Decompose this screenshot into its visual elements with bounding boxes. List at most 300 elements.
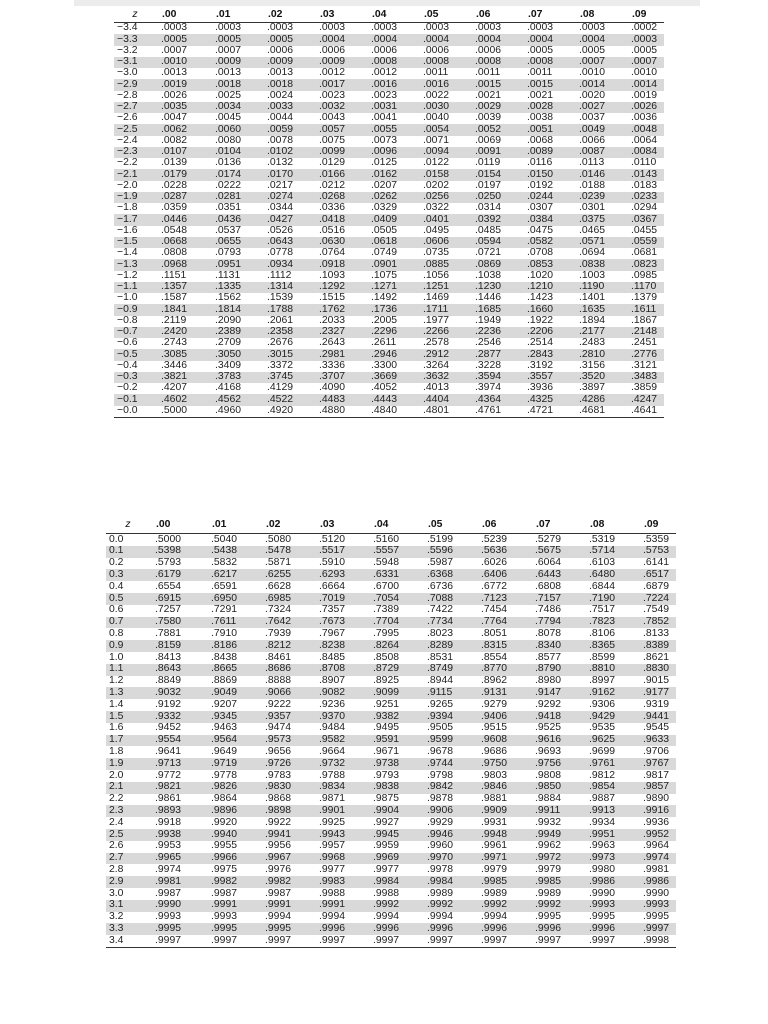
probability-cell: .9968 xyxy=(314,853,368,865)
probability-cell: .0017 xyxy=(314,79,366,90)
probability-cell: .0005 xyxy=(631,44,658,56)
z-value-cell: 0.4 xyxy=(109,580,124,592)
probability-cell: .9599 xyxy=(422,735,476,747)
probability-cell: .3859 xyxy=(631,382,658,394)
probability-cell: .0011 xyxy=(475,67,501,79)
z-value-cell: −1.3 xyxy=(114,259,156,270)
decimal-column-header: .07 xyxy=(522,8,574,23)
probability-cell: .9995 xyxy=(206,923,260,935)
probability-cell: .0039 xyxy=(475,112,502,124)
probability-cell: .8770 xyxy=(476,664,530,676)
probability-cell: .0853 xyxy=(522,259,574,270)
probability-cell: .2810 xyxy=(574,349,626,360)
probability-cell: .0143 xyxy=(626,169,664,180)
table-row xyxy=(106,546,676,558)
decimal-column-header: .05 xyxy=(418,8,470,23)
probability-cell: .5319 xyxy=(589,533,616,545)
probability-cell: .1492 xyxy=(371,292,398,304)
table-row xyxy=(106,558,676,570)
probability-cell: .9738 xyxy=(368,758,422,770)
table-row xyxy=(114,394,664,405)
z-value-cell: 2.9 xyxy=(106,876,150,888)
probability-cell: .3783 xyxy=(210,372,262,383)
probability-cell: .1922 xyxy=(527,314,554,326)
probability-cell: .9881 xyxy=(481,793,508,805)
probability-cell: .8980 xyxy=(535,675,562,687)
probability-cell: .9993 xyxy=(211,911,238,923)
probability-cell: .6628 xyxy=(265,580,292,592)
probability-cell: .7422 xyxy=(427,604,454,616)
table-row xyxy=(106,794,676,806)
probability-cell: .0032 xyxy=(314,102,366,113)
probability-cell: .9997 xyxy=(535,934,562,946)
probability-cell: .9887 xyxy=(589,793,616,805)
probability-cell: .0104 xyxy=(210,147,262,158)
probability-cell: .3745 xyxy=(262,372,314,383)
probability-cell: .9983 xyxy=(314,876,368,888)
probability-cell: .9345 xyxy=(206,711,260,723)
probability-cell: .9972 xyxy=(530,853,584,865)
probability-cell: .1587 xyxy=(161,292,188,304)
probability-cell: .9925 xyxy=(319,816,346,828)
probability-cell: .0885 xyxy=(418,259,470,270)
z-value-cell: −0.2 xyxy=(117,382,138,394)
probability-cell: .8907 xyxy=(319,675,346,687)
table-row xyxy=(106,711,676,723)
probability-cell: .7823 xyxy=(584,617,638,629)
probability-cell: .4129 xyxy=(267,382,294,394)
probability-cell: .9970 xyxy=(422,853,476,865)
z-value-cell: −2.7 xyxy=(114,102,156,113)
probability-cell: .1251 xyxy=(418,282,470,293)
probability-cell: .9616 xyxy=(530,735,584,747)
probability-cell: .0099 xyxy=(314,147,366,158)
probability-cell: .2877 xyxy=(470,349,522,360)
probability-cell: .0239 xyxy=(574,192,626,203)
probability-cell: .0010 xyxy=(631,67,658,79)
probability-cell: .0073 xyxy=(371,134,398,146)
probability-cell: .5000 xyxy=(161,404,188,416)
probability-cell: .9990 xyxy=(150,900,206,912)
probability-cell: .9992 xyxy=(530,900,584,912)
decimal-column-header: .04 xyxy=(366,8,418,23)
probability-cell: .0329 xyxy=(371,202,398,214)
table-row xyxy=(114,79,664,90)
probability-cell: .0068 xyxy=(527,134,554,146)
probability-cell: .9394 xyxy=(422,711,476,723)
probability-cell: .2358 xyxy=(262,327,314,338)
probability-cell: .8078 xyxy=(535,628,562,640)
z-value-cell: 1.1 xyxy=(106,664,150,676)
z-value-cell: −1.1 xyxy=(114,282,156,293)
probability-cell: .4247 xyxy=(626,394,664,405)
probability-cell: .0559 xyxy=(626,237,664,248)
probability-cell: .9693 xyxy=(535,746,562,758)
probability-cell: .9871 xyxy=(319,793,346,805)
probability-cell: .0006 xyxy=(319,44,346,56)
probability-cell: .8749 xyxy=(422,664,476,676)
probability-cell: .8577 xyxy=(535,651,562,663)
probability-cell: .0455 xyxy=(631,224,658,236)
z-value-cell: 1.8 xyxy=(109,746,124,758)
probability-cell: .9980 xyxy=(589,864,616,875)
table-row xyxy=(114,57,664,68)
probability-cell: .0008 xyxy=(470,57,522,68)
probability-cell: .9633 xyxy=(638,735,676,747)
probability-cell: .7764 xyxy=(476,617,530,629)
probability-cell: .1210 xyxy=(522,282,574,293)
probability-cell: .0401 xyxy=(418,214,470,225)
probability-cell: .2546 xyxy=(475,337,502,349)
decimal-column-header: .00 xyxy=(156,8,210,23)
probability-cell: .9861 xyxy=(155,793,182,805)
probability-cell: .9951 xyxy=(584,829,638,841)
probability-cell: .0084 xyxy=(626,147,664,158)
probability-cell: .9864 xyxy=(211,793,238,805)
probability-cell: .4364 xyxy=(470,394,522,405)
probability-cell: .9744 xyxy=(422,758,476,770)
probability-cell: .6480 xyxy=(584,569,638,581)
probability-cell: .0004 xyxy=(470,34,522,45)
probability-cell: .9994 xyxy=(481,911,508,923)
probability-cell: .4483 xyxy=(314,394,366,405)
probability-cell: .9913 xyxy=(584,805,638,817)
probability-cell: .0222 xyxy=(215,179,242,191)
probability-cell: .9319 xyxy=(643,698,670,710)
probability-cell: .9713 xyxy=(150,758,206,770)
probability-cell: .0918 xyxy=(314,259,366,270)
probability-cell: .9177 xyxy=(638,687,676,699)
table-row xyxy=(114,34,664,45)
probability-cell: .8186 xyxy=(206,640,260,652)
table-row xyxy=(106,853,676,865)
probability-cell: .8849 xyxy=(155,675,182,687)
probability-cell: .2005 xyxy=(371,314,398,326)
probability-cell: .0035 xyxy=(156,102,210,113)
probability-cell: .9761 xyxy=(584,758,638,770)
probability-cell: .0582 xyxy=(522,237,574,248)
probability-cell: .9981 xyxy=(150,876,206,888)
probability-cell: .7939 xyxy=(265,628,292,640)
probability-cell: .0021 xyxy=(527,89,554,101)
probability-cell: .9990 xyxy=(643,887,670,899)
probability-cell: .0170 xyxy=(262,169,314,180)
probability-cell: .0681 xyxy=(631,247,658,259)
table-row xyxy=(106,569,676,581)
probability-cell: .9671 xyxy=(373,746,400,758)
probability-cell: .9994 xyxy=(373,911,400,923)
probability-cell: .0028 xyxy=(522,102,574,113)
probability-cell: .9838 xyxy=(368,782,422,794)
table-row xyxy=(114,226,664,237)
probability-cell: .1562 xyxy=(215,292,242,304)
probability-cell: .7881 xyxy=(155,628,182,640)
probability-cell: .1292 xyxy=(314,282,366,293)
probability-cell: .4013 xyxy=(423,382,450,394)
probability-cell: .9554 xyxy=(150,735,206,747)
probability-cell: .0307 xyxy=(527,202,554,214)
probability-cell: .0005 xyxy=(210,34,262,45)
probability-cell: .0041 xyxy=(371,112,398,124)
probability-cell: .0005 xyxy=(262,34,314,45)
probability-cell: .9649 xyxy=(211,746,238,758)
table-row xyxy=(114,282,664,293)
z-value-cell: 1.2 xyxy=(109,675,124,687)
probability-cell: .1401 xyxy=(579,292,606,304)
z-table-positive xyxy=(106,517,676,948)
probability-cell: .2119 xyxy=(161,314,187,326)
probability-cell: .0060 xyxy=(210,124,262,135)
probability-cell: .0139 xyxy=(161,157,188,169)
z-value-cell: 2.1 xyxy=(106,782,150,794)
probability-cell: .0162 xyxy=(366,169,418,180)
probability-cell: .2033 xyxy=(319,314,346,326)
probability-cell: .4960 xyxy=(215,404,242,416)
probability-cell: .1446 xyxy=(475,292,502,304)
probability-cell: .0078 xyxy=(267,134,294,146)
probability-cell: .9826 xyxy=(206,782,260,794)
probability-cell: .9973 xyxy=(584,853,638,865)
probability-cell: .1841 xyxy=(156,304,210,315)
probability-cell: .9985 xyxy=(530,876,584,888)
probability-cell: .4168 xyxy=(215,382,242,394)
probability-cell: .4522 xyxy=(262,394,314,405)
probability-cell: .7224 xyxy=(638,593,676,605)
probability-cell: .5793 xyxy=(155,557,182,569)
probability-cell: .9997 xyxy=(589,934,616,946)
probability-cell: .8599 xyxy=(589,651,616,663)
table-row xyxy=(106,758,676,770)
probability-cell: .5753 xyxy=(638,546,676,558)
probability-cell: .9979 xyxy=(481,864,508,875)
z-value-cell: 1.6 xyxy=(109,722,124,734)
probability-cell: .0314 xyxy=(475,202,502,214)
probability-cell: .9429 xyxy=(584,711,638,723)
probability-cell: .9960 xyxy=(427,840,454,852)
probability-cell: .5239 xyxy=(481,533,508,545)
probability-cell: .1075 xyxy=(371,269,398,281)
probability-cell: .0034 xyxy=(210,102,262,113)
probability-cell: .3121 xyxy=(631,359,658,371)
z-value-cell: 0.7 xyxy=(106,617,150,629)
probability-cell: .9981 xyxy=(643,864,670,875)
probability-cell: .5000 xyxy=(155,533,182,545)
probability-cell: .8925 xyxy=(373,675,400,687)
table-row xyxy=(114,181,664,192)
probability-cell: .0037 xyxy=(579,112,606,124)
probability-cell: .0026 xyxy=(626,102,664,113)
z-value-cell: 3.4 xyxy=(109,934,124,946)
probability-cell: .1515 xyxy=(319,292,346,304)
probability-cell: .0009 xyxy=(314,57,366,68)
probability-cell: .0021 xyxy=(475,89,502,101)
z-value-cell: −0.6 xyxy=(117,337,138,349)
probability-cell: .3446 xyxy=(161,359,188,371)
z-value-cell: −0.4 xyxy=(117,359,138,371)
probability-cell: .0495 xyxy=(423,224,450,236)
probability-cell: .3264 xyxy=(423,359,450,371)
table-row xyxy=(114,68,664,79)
probability-cell: .4641 xyxy=(631,404,658,416)
probability-cell: .9909 xyxy=(476,805,530,817)
probability-cell: .8790 xyxy=(530,664,584,676)
probability-cell: .9834 xyxy=(314,782,368,794)
probability-cell: .0005 xyxy=(579,44,606,56)
probability-cell: .7852 xyxy=(638,617,676,629)
probability-cell: .2676 xyxy=(267,337,294,349)
probability-cell: .1170 xyxy=(626,282,664,293)
probability-cell: .9783 xyxy=(265,769,292,781)
z-value-cell: −3.1 xyxy=(114,57,156,68)
probability-cell: .0019 xyxy=(631,89,658,101)
probability-cell: .0003 xyxy=(579,22,606,34)
probability-cell: .4801 xyxy=(423,404,450,416)
table-row xyxy=(114,338,664,349)
probability-cell: .9984 xyxy=(368,876,422,888)
probability-cell: .9015 xyxy=(643,675,670,687)
probability-cell: .0003 xyxy=(475,22,502,34)
probability-cell: .0069 xyxy=(475,134,502,146)
probability-cell: .1469 xyxy=(423,292,450,304)
z-value-cell: 2.5 xyxy=(106,829,150,841)
probability-cell: .9441 xyxy=(638,711,676,723)
probability-cell: .9131 xyxy=(476,687,530,699)
probability-cell: .9957 xyxy=(319,840,346,852)
probability-cell: .9995 xyxy=(643,911,670,923)
z-value-cell: 1.3 xyxy=(106,687,150,699)
probability-cell: .0322 xyxy=(423,202,450,214)
probability-cell: .7580 xyxy=(150,617,206,629)
probability-cell: .5910 xyxy=(319,557,346,569)
probability-cell: .9963 xyxy=(589,840,616,852)
decimal-column-header: .00 xyxy=(150,517,206,534)
probability-cell: .9817 xyxy=(643,769,670,781)
decimal-column-header: .02 xyxy=(260,517,314,534)
probability-cell: .8686 xyxy=(260,664,314,676)
probability-cell: .1423 xyxy=(527,292,554,304)
z-value-cell: 2.0 xyxy=(109,769,124,781)
table-row xyxy=(114,293,664,304)
table-row xyxy=(114,361,664,372)
probability-cell: .9993 xyxy=(155,911,182,923)
probability-cell: .9756 xyxy=(530,758,584,770)
probability-cell: .0038 xyxy=(527,112,554,124)
probability-cell: .9115 xyxy=(422,687,476,699)
z-value-cell: 0.9 xyxy=(106,640,150,652)
z-value-cell: −2.2 xyxy=(117,157,138,169)
probability-cell: .0351 xyxy=(215,202,242,214)
probability-cell: .0446 xyxy=(156,214,210,225)
probability-cell: .5517 xyxy=(314,546,368,558)
probability-cell: .1131 xyxy=(215,269,241,281)
probability-cell: .0869 xyxy=(470,259,522,270)
probability-cell: .0244 xyxy=(522,192,574,203)
probability-cell: .2389 xyxy=(210,327,262,338)
probability-cell: .7549 xyxy=(643,604,670,616)
probability-cell: .0087 xyxy=(574,147,626,158)
probability-cell: .2420 xyxy=(156,327,210,338)
probability-cell: .9974 xyxy=(155,864,182,875)
z-value-cell: −2.3 xyxy=(114,147,156,158)
probability-cell: .9974 xyxy=(638,853,676,865)
probability-cell: .7357 xyxy=(319,604,346,616)
probability-cell: .0526 xyxy=(267,224,294,236)
probability-cell: .0934 xyxy=(262,259,314,270)
probability-cell: .9931 xyxy=(481,816,508,828)
probability-cell: .0012 xyxy=(319,67,346,79)
probability-cell: .9946 xyxy=(422,829,476,841)
z-value-cell: 0.6 xyxy=(109,604,124,616)
probability-cell: .1335 xyxy=(210,282,262,293)
probability-cell: .0427 xyxy=(262,214,314,225)
probability-cell: .9918 xyxy=(155,816,182,828)
probability-cell: .6700 xyxy=(373,580,400,592)
probability-cell: .6103 xyxy=(589,557,616,569)
probability-cell: .0006 xyxy=(423,44,450,56)
probability-cell: .0188 xyxy=(579,179,606,191)
probability-cell: .9979 xyxy=(535,864,562,875)
z-value-cell: −2.8 xyxy=(117,89,138,101)
probability-cell: .4090 xyxy=(319,382,346,394)
probability-cell: .9099 xyxy=(368,687,422,699)
probability-cell: .0694 xyxy=(579,247,606,259)
probability-cell: .0516 xyxy=(319,224,346,236)
probability-cell: .2912 xyxy=(418,349,470,360)
probability-cell: .9726 xyxy=(260,758,314,770)
probability-cell: .9222 xyxy=(265,698,292,710)
probability-cell: .0005 xyxy=(527,44,554,56)
z-value-cell: −1.6 xyxy=(117,224,138,236)
probability-cell: .0003 xyxy=(215,22,242,34)
probability-cell: .8665 xyxy=(206,664,260,676)
probability-cell: .9948 xyxy=(476,829,530,841)
probability-cell: .9911 xyxy=(530,805,584,817)
probability-cell: .9992 xyxy=(368,900,422,912)
probability-cell: .4052 xyxy=(371,382,398,394)
z-value-cell: −0.0 xyxy=(117,404,138,416)
probability-cell: .0618 xyxy=(366,237,418,248)
probability-cell: .0708 xyxy=(527,247,554,259)
table-row xyxy=(114,372,664,383)
probability-cell: .2206 xyxy=(522,327,574,338)
probability-cell: .9995 xyxy=(150,923,206,935)
probability-cell: .8485 xyxy=(319,651,346,663)
probability-cell: .9945 xyxy=(368,829,422,841)
probability-cell: .0150 xyxy=(522,169,574,180)
probability-cell: .9994 xyxy=(427,911,454,923)
probability-cell: .7019 xyxy=(314,593,368,605)
probability-cell: .6772 xyxy=(481,580,508,592)
probability-cell: .9991 xyxy=(314,900,368,912)
probability-cell: .0003 xyxy=(423,22,450,34)
z-value-cell: −3.2 xyxy=(117,44,138,56)
probability-cell: .1230 xyxy=(470,282,522,293)
probability-cell: .0013 xyxy=(215,67,242,79)
table-row xyxy=(114,237,664,248)
probability-cell: .2578 xyxy=(423,337,450,349)
probability-cell: .3557 xyxy=(522,372,574,383)
table-row xyxy=(106,746,676,758)
probability-cell: .7123 xyxy=(476,593,530,605)
decimal-column-header: .04 xyxy=(368,517,422,534)
probability-cell: .0197 xyxy=(475,179,502,191)
probability-cell: .9890 xyxy=(643,793,670,805)
probability-cell: .9332 xyxy=(150,711,206,723)
probability-cell: .0212 xyxy=(319,179,346,191)
probability-cell: .9192 xyxy=(155,698,182,710)
probability-cell: .1685 xyxy=(470,304,522,315)
probability-cell: .6255 xyxy=(260,569,314,581)
